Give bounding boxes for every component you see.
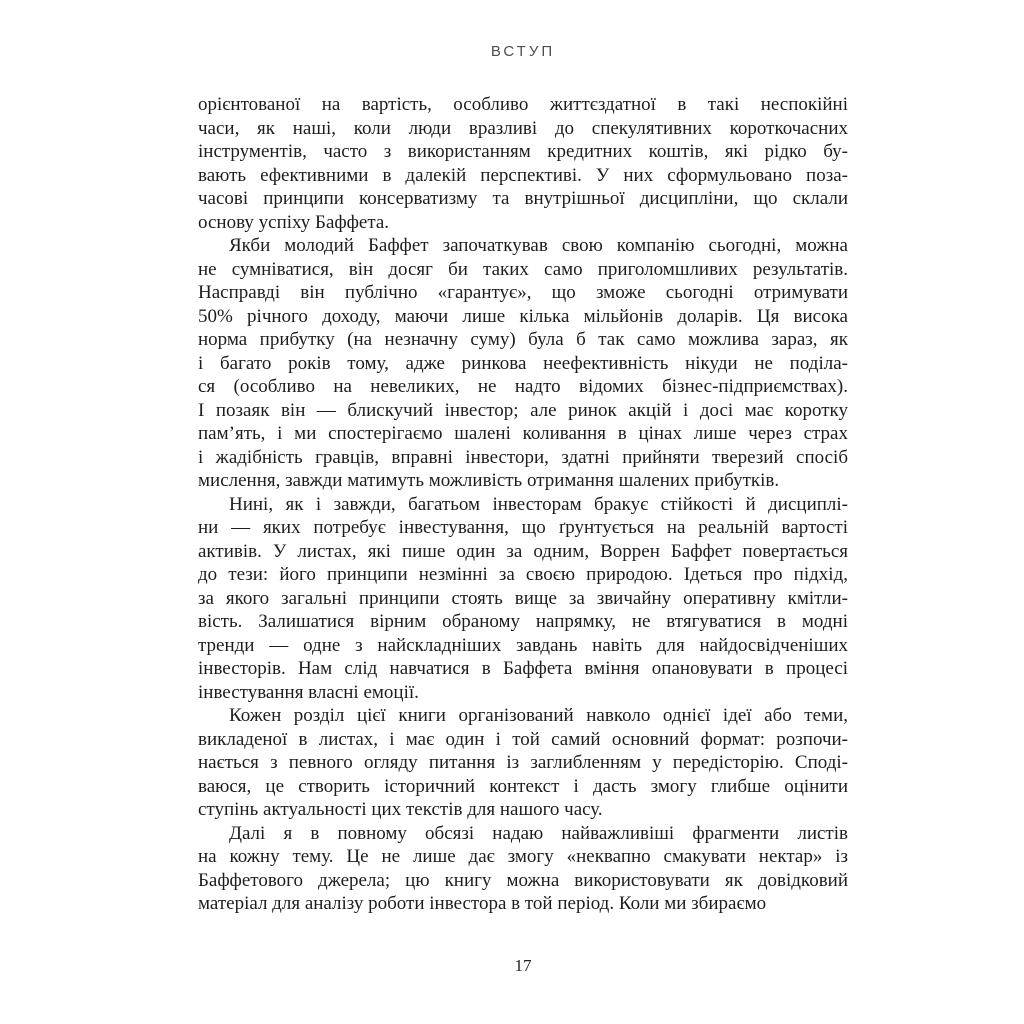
text-line: Нині, як і завжди, багатьом інвесторам бракує стійкості й дисциплі- [229,493,848,515]
text-line: активів. У листах, які пише один за одним, Воррен Баффет повертається [198,540,848,562]
text-line: за якого загальні принципи стоять вище за звичайну оперативну кмітли- [198,587,848,609]
text-line: вають ефективними в далекій перспективі. У них сформульовано поза- [198,164,848,186]
text-line: тренди — одне з найскладніших завдань навіть для найдосвідченіших [198,634,848,656]
text-line: часові принципи консерватизму та внутрішньої дисципліни, що склали [198,188,848,209]
text-line: Далі я в повному обсязі надаю найважливіші фрагменти листів [229,822,848,844]
text-line: до тези: його принципи незмінні за своєю природою. Ідеться про підхід, [198,564,848,585]
paragraph [198,822,848,916]
text-line: Якби молодий Баффет започаткував свою компанію сьогодні, можна [229,235,848,256]
text-block [198,93,848,916]
text-line: основу успіху Баффета. [198,211,390,233]
text-line: і багато років тому, адже ринкова неефективність нікуди не поділа- [198,352,848,374]
running-header: ВСТУП [490,43,556,60]
text-line: часи, як наші, коли люди вразливі до спекулятивних короткочасних [198,117,848,139]
text-line: на кожну тему. Це не лише дає змогу «неквапно смакувати нектар» із [198,846,848,867]
paragraph [198,234,848,493]
page-number: 17 [514,956,532,975]
text-line: 50% річного доходу, маючи лише кілька мільйонів доларів. Ця висока [198,305,848,327]
text-line: мислення, завжди матимуть можливість отримання шалених прибутків. [198,470,780,491]
text-line: Насправді він публічно «гарантує», що зможе сьогодні отримувати [198,282,848,303]
paragraph [198,704,848,822]
text-line: вість. Залишатися вірним обраному напрямку, не втягуватися в модні [198,611,848,632]
text-line: ся (особливо на невеликих, не надто відомих бізнес-підприємствах). [198,376,848,397]
text-line: не сумніватися, він досяг би таких само приголомшливих результатів. [198,258,848,280]
text-line: викладеної в листах, і має один і той самий основний формат: розпочи- [198,728,848,750]
text-line: нається з певного огляду питання із заглибленням у передісторію. Споді- [198,752,848,773]
text-line: інвестування власні емоції. [198,681,419,703]
text-line: інструментів, часто з використанням кредитних коштів, які рідко бу- [198,141,848,162]
paragraph [198,93,848,234]
text-line: І позаяк він — блискучий інвестор; але ринок акцій і досі має коротку [198,399,848,421]
text-line: ваюся, це створить історичний контекст і дасть змогу глибше оцінити [198,775,848,797]
text-line: інвесторів. Нам слід навчатися в Баффета вміння опановувати в процесі [198,658,848,679]
text-line: орієнтованої на вартість, особливо життєздатної в такі неспокійні [198,94,848,115]
text-line: матеріал для аналізу роботи інвестора в той період. Коли ми збираємо [198,893,767,914]
text-line: ступінь актуальності цих текстів для нашого часу. [198,799,603,820]
text-line: Кожен розділ цієї книги організований навколо однієї ідеї або теми, [229,705,848,726]
paragraph [198,493,848,705]
text-line: норма прибутку (на незначну суму) була б так само можлива зараз, як [198,329,848,350]
text-line: ни — яких потребує інвестування, що ґрунтується на реальній вартості [198,517,848,538]
text-line: і жадібність гравців, вправні інвестори, здатні прийняти тверезий спосіб [198,446,848,468]
text-line: пам’ять, і ми спостерігаємо шалені коливання в цінах лише через страх [198,423,848,444]
text-line: Баффетового джерела; цю книгу можна використовувати як довідковий [198,869,848,891]
